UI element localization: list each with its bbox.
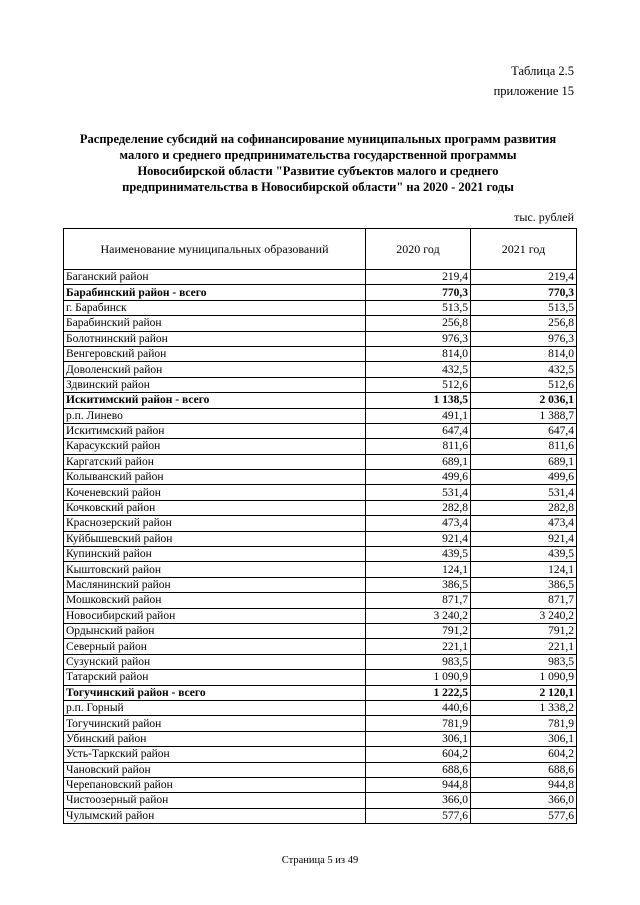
- table-row-total: [64, 285, 577, 300]
- cell-municipality: Усть-Таркский район: [64, 747, 366, 762]
- cell-2020: 688,6: [366, 762, 471, 777]
- title-line: Новосибирской области "Развитие субъектов малого и среднего: [137, 164, 499, 178]
- cell-municipality: Купинский район: [64, 547, 366, 562]
- cell-municipality: Черепановский район: [64, 777, 366, 792]
- table-label: Таблица 2.5: [511, 64, 574, 78]
- cell-municipality: Тогучинский район: [64, 716, 366, 731]
- title-line: малого и среднего предпринимательства государственной программы: [119, 148, 517, 162]
- cell-2020: 604,2: [366, 747, 471, 762]
- cell-2020: 512,6: [366, 377, 471, 392]
- cell-2020: 219,4: [366, 270, 471, 285]
- table-row: [64, 700, 577, 715]
- cell-2020: 944,8: [366, 777, 471, 792]
- cell-municipality: Чулымский район: [64, 808, 366, 823]
- cell-2021: 306,1: [471, 731, 577, 746]
- table-header-row: [64, 229, 577, 270]
- cell-2020: 781,9: [366, 716, 471, 731]
- table-body: [64, 270, 577, 824]
- table-row: [64, 470, 577, 485]
- cell-2020: 439,5: [366, 547, 471, 562]
- cell-2020: 124,1: [366, 562, 471, 577]
- cell-2020: 491,1: [366, 408, 471, 423]
- cell-2021: 221,1: [471, 639, 577, 654]
- cell-municipality: Венгеровский район: [64, 346, 366, 361]
- cell-2020: 1 090,9: [366, 670, 471, 685]
- cell-2021: 976,3: [471, 331, 577, 346]
- cell-municipality: Кыштовский район: [64, 562, 366, 577]
- cell-2021: 1 090,9: [471, 670, 577, 685]
- cell-municipality: Барабинский район: [64, 316, 366, 331]
- cell-2021: 921,4: [471, 531, 577, 546]
- table-row-total: [64, 685, 577, 700]
- table-row: [64, 670, 577, 685]
- cell-municipality: г. Барабинск: [64, 300, 366, 315]
- cell-2020: 871,7: [366, 593, 471, 608]
- document-title: [50, 131, 586, 195]
- title-line: Распределение субсидий на софинансирование муниципальных программ развития: [79, 132, 557, 146]
- cell-2021: 689,1: [471, 454, 577, 469]
- cell-2020: 432,5: [366, 362, 471, 377]
- cell-2020: 811,6: [366, 439, 471, 454]
- cell-municipality: Кочковский район: [64, 500, 366, 515]
- title-line: предпринимательства в Новосибирской области" на 2020 - 2021 годы: [122, 180, 514, 194]
- cell-municipality: Баганский район: [64, 270, 366, 285]
- cell-2021: 1 338,2: [471, 700, 577, 715]
- cell-2020: 440,6: [366, 700, 471, 715]
- column-header-name: Наименование муниципальных образований: [64, 229, 366, 270]
- cell-2021: 366,0: [471, 793, 577, 808]
- table-row: [64, 547, 577, 562]
- cell-2021: 647,4: [471, 423, 577, 438]
- cell-2021: 688,6: [471, 762, 577, 777]
- cell-2020: 976,3: [366, 331, 471, 346]
- cell-2021: 791,2: [471, 623, 577, 638]
- cell-municipality: Ордынский район: [64, 623, 366, 638]
- table-row-total: [64, 393, 577, 408]
- cell-municipality: Искитимский район: [64, 423, 366, 438]
- cell-2020: 983,5: [366, 654, 471, 669]
- page-footer: Страница 5 из 49: [281, 855, 359, 866]
- cell-2021: 513,5: [471, 300, 577, 315]
- table-row: [64, 716, 577, 731]
- table-row: [64, 731, 577, 746]
- cell-2020: 577,6: [366, 808, 471, 823]
- cell-2021: 439,5: [471, 547, 577, 562]
- cell-2021: 256,8: [471, 316, 577, 331]
- table-row: [64, 300, 577, 315]
- cell-2020: 814,0: [366, 346, 471, 361]
- table-row: [64, 377, 577, 392]
- column-header-2021: 2021 год: [471, 229, 577, 270]
- cell-municipality: Убинский район: [64, 731, 366, 746]
- cell-municipality: Мошковский район: [64, 593, 366, 608]
- table-row: [64, 331, 577, 346]
- cell-municipality: Здвинский район: [64, 377, 366, 392]
- cell-municipality: Татарский район: [64, 670, 366, 685]
- table-row: [64, 623, 577, 638]
- cell-2020: 531,4: [366, 485, 471, 500]
- cell-2021: 811,6: [471, 439, 577, 454]
- table-row: [64, 346, 577, 361]
- table-row: [64, 454, 577, 469]
- table-row: [64, 562, 577, 577]
- cell-2020: 921,4: [366, 531, 471, 546]
- cell-municipality: Коченевский район: [64, 485, 366, 500]
- cell-2020: 1 138,5: [366, 393, 471, 408]
- cell-2021: 2 120,1: [471, 685, 577, 700]
- cell-municipality: Северный район: [64, 639, 366, 654]
- cell-2020: 366,0: [366, 793, 471, 808]
- cell-municipality: Новосибирский район: [64, 608, 366, 623]
- table-row: [64, 423, 577, 438]
- table-row: [64, 654, 577, 669]
- cell-2021: 577,6: [471, 808, 577, 823]
- cell-2020: 306,1: [366, 731, 471, 746]
- cell-2020: 770,3: [366, 285, 471, 300]
- table-row: [64, 793, 577, 808]
- cell-2021: 604,2: [471, 747, 577, 762]
- cell-2021: 282,8: [471, 500, 577, 515]
- cell-2021: 3 240,2: [471, 608, 577, 623]
- cell-2021: 1 388,7: [471, 408, 577, 423]
- cell-municipality: р.п. Горный: [64, 700, 366, 715]
- subsidy-table: [63, 228, 577, 824]
- units-label: тыс. рублей: [514, 210, 574, 224]
- cell-2021: 432,5: [471, 362, 577, 377]
- cell-2021: 983,5: [471, 654, 577, 669]
- cell-2020: 221,1: [366, 639, 471, 654]
- cell-2021: 473,4: [471, 516, 577, 531]
- cell-municipality: Доволенский район: [64, 362, 366, 377]
- cell-2020: 499,6: [366, 470, 471, 485]
- cell-2020: 689,1: [366, 454, 471, 469]
- cell-2021: 944,8: [471, 777, 577, 792]
- cell-2020: 282,8: [366, 500, 471, 515]
- cell-2020: 647,4: [366, 423, 471, 438]
- cell-2021: 386,5: [471, 577, 577, 592]
- table-row: [64, 593, 577, 608]
- cell-municipality: Карасукский район: [64, 439, 366, 454]
- table-row: [64, 362, 577, 377]
- cell-2021: 781,9: [471, 716, 577, 731]
- table-row: [64, 747, 577, 762]
- cell-municipality: Сузунский район: [64, 654, 366, 669]
- table-row: [64, 500, 577, 515]
- table-row: [64, 531, 577, 546]
- table-row: [64, 439, 577, 454]
- cell-municipality: Куйбышевский район: [64, 531, 366, 546]
- cell-2021: 2 036,1: [471, 393, 577, 408]
- table-row: [64, 485, 577, 500]
- table-row: [64, 316, 577, 331]
- cell-municipality: Чановский район: [64, 762, 366, 777]
- cell-2020: 256,8: [366, 316, 471, 331]
- table-row: [64, 270, 577, 285]
- cell-municipality: Тогучинский район - всего: [64, 685, 366, 700]
- cell-municipality: Барабинский район - всего: [64, 285, 366, 300]
- cell-municipality: Болотнинский район: [64, 331, 366, 346]
- appendix-label: приложение 15: [493, 84, 574, 98]
- table-row: [64, 762, 577, 777]
- table-row: [64, 608, 577, 623]
- cell-2021: 124,1: [471, 562, 577, 577]
- cell-2020: 791,2: [366, 623, 471, 638]
- cell-2021: 770,3: [471, 285, 577, 300]
- table-row: [64, 577, 577, 592]
- cell-2020: 386,5: [366, 577, 471, 592]
- table-row: [64, 516, 577, 531]
- cell-municipality: Маслянинский район: [64, 577, 366, 592]
- cell-municipality: Краснозерский район: [64, 516, 366, 531]
- cell-municipality: р.п. Линево: [64, 408, 366, 423]
- cell-municipality: Каргатский район: [64, 454, 366, 469]
- cell-2020: 473,4: [366, 516, 471, 531]
- cell-2021: 814,0: [471, 346, 577, 361]
- cell-2020: 3 240,2: [366, 608, 471, 623]
- cell-2020: 1 222,5: [366, 685, 471, 700]
- cell-2021: 499,6: [471, 470, 577, 485]
- cell-municipality: Колыванский район: [64, 470, 366, 485]
- cell-2021: 871,7: [471, 593, 577, 608]
- cell-2020: 513,5: [366, 300, 471, 315]
- table-row: [64, 777, 577, 792]
- table-row: [64, 639, 577, 654]
- cell-2021: 512,6: [471, 377, 577, 392]
- cell-2021: 531,4: [471, 485, 577, 500]
- cell-2021: 219,4: [471, 270, 577, 285]
- column-header-2020: 2020 год: [366, 229, 471, 270]
- cell-municipality: Искитимский район - всего: [64, 393, 366, 408]
- table-row: [64, 808, 577, 823]
- table-row: [64, 408, 577, 423]
- cell-municipality: Чистоозерный район: [64, 793, 366, 808]
